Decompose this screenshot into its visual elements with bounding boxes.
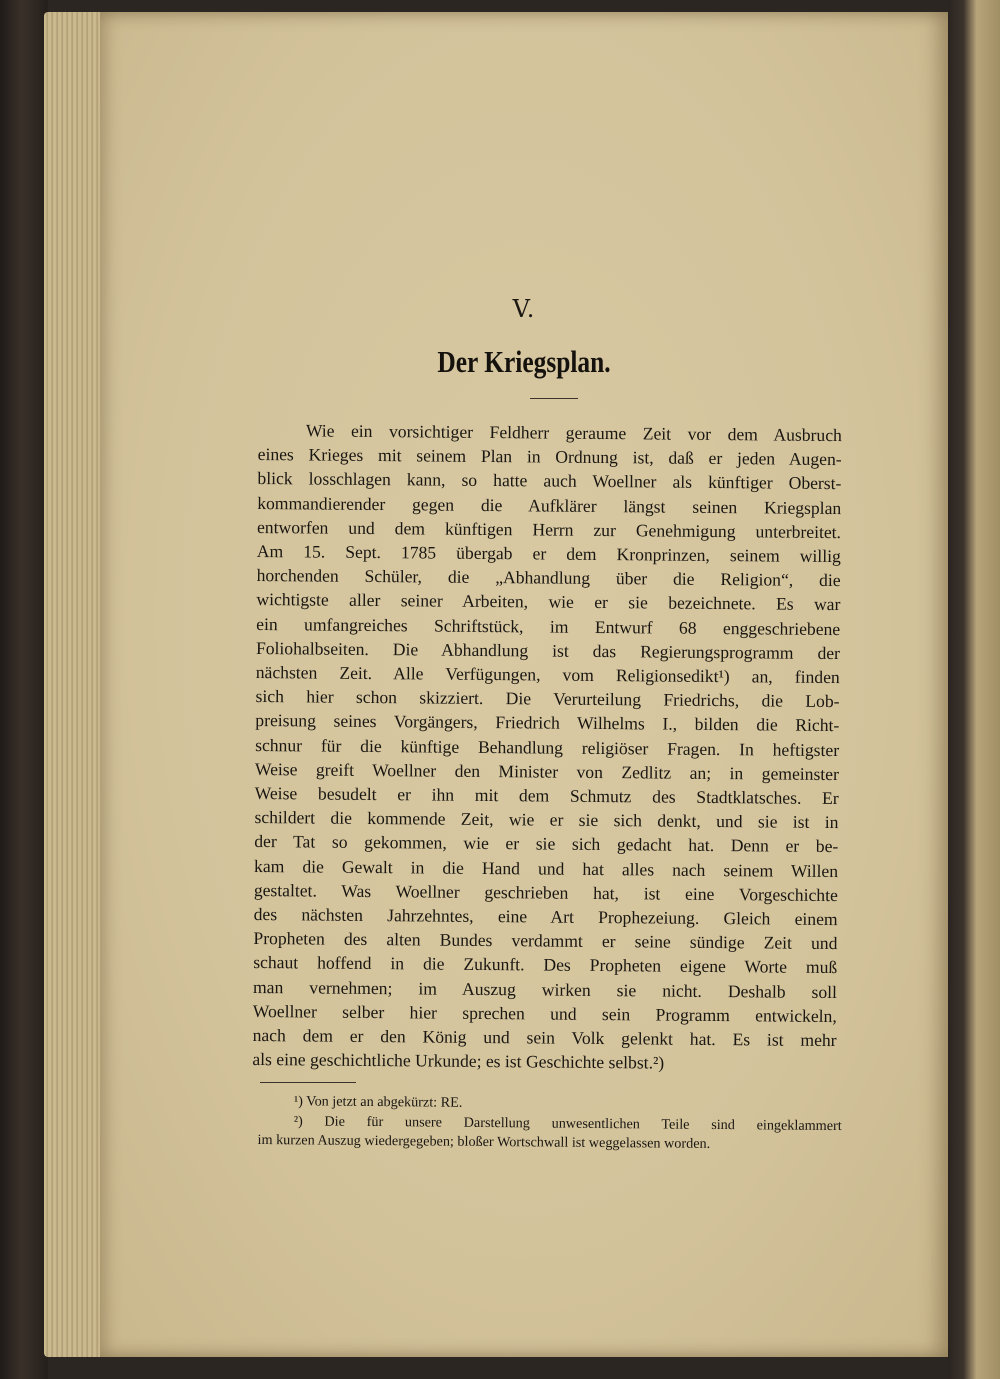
title-divider	[530, 398, 578, 399]
text-line: preisung seines Vorgängers, Friedrich Wilhelms I., bilden die Richt-	[255, 710, 840, 736]
body-text	[252, 418, 842, 1077]
text-line: Wie ein vorsichtiger Feldherr geraume Zeit vor dem Ausbruch	[305, 420, 842, 446]
text-line: schildert die kommende Zeit, wie er sie sich denkt, und sie ist in	[254, 807, 839, 833]
page-edges	[44, 12, 106, 1357]
text-line: Weise greift Woellner den Minister von Zedlitz an; in gemeinster	[254, 758, 840, 784]
text-line: nächsten Zeit. Alle Verfügungen, vom Religionsedikt¹) an, finden	[255, 662, 840, 688]
footnote-2-line-1: ²) Die für unsere Darstellung unwesentlichen Teile sind eingeklammert	[293, 1112, 842, 1134]
text-line: entworfen und dem künftigen Herrn zur Genehmigung unterbreitet.	[256, 516, 842, 542]
text-line: Am 15. Sept. 1785 übergab er dem Kronprinzen, seinem willig	[256, 541, 841, 567]
text-line: eines Krieges mit seinem Plan in Ordnung ist, daß er jeden Augen-	[257, 444, 842, 470]
text-line: Propheten des alten Bundes verdammt er seine sündige Zeit und	[253, 928, 838, 954]
chapter-number: V.	[512, 295, 536, 323]
text-line: schnur für die künftige Behandlung religiöser Fragen. In heftigster	[255, 734, 840, 760]
text-line: wichtigste aller seiner Arbeiten, wie er sie bezeichnete. Es war	[256, 589, 841, 615]
text-line: des nächsten Jahrzehntes, eine Art Prophezeiung. Gleich einem	[253, 904, 838, 930]
text-line: blick losschlagen kann, so hatte auch Woellner als künftiger Oberst-	[257, 468, 842, 494]
footnote-2-line-2: im kurzen Auszug wiedergegeben; bloßer Wortschwall ist weggelassen worden.	[257, 1131, 711, 1152]
text-line: nach dem er den König und sein Volk gelenkt hat. Es ist mehr	[252, 1025, 837, 1051]
text-line: Weise besudelt er ihn mit dem Schmutz des Stadtklatsches. Er	[254, 783, 839, 809]
chapter-title: Der Kriegsplan.	[437, 344, 611, 379]
text-line: kam die Gewalt in die Hand und hat alles nach seinem Willen	[254, 855, 839, 881]
footnote-divider	[260, 1082, 356, 1083]
text-line: der Tat so gekommen, wie er sie sich gedacht hat. Denn er be-	[254, 831, 839, 857]
book-cover-left	[0, 0, 48, 1379]
facing-page-strip	[948, 0, 1000, 1379]
text-line: Woellner selber hier sprechen und sein Programm entwickeln,	[252, 1000, 837, 1026]
book-page	[100, 12, 948, 1357]
footnotes	[257, 1092, 841, 1156]
text-line: ein umfangreiches Schriftstück, im Entwurf 68 enggeschriebene	[256, 613, 841, 639]
text-line: als eine geschichtliche Urkunde; es ist Geschichte selbst.²)	[252, 1049, 665, 1073]
text-line: kommandierender gegen die Aufklärer längst seinen Kriegsplan	[257, 492, 842, 518]
text-line: horchenden Schüler, die „Abhandlung über die Religion“, die	[256, 565, 841, 591]
text-line: man vernehmen; im Auszug wirken sie nicht. Deshalb soll	[252, 976, 838, 1002]
text-line: Foliohalbseiten. Die Abhandlung ist das Regierungsprogramm der	[255, 637, 841, 663]
text-line: schaut hoffend in die Zukunft. Des Propheten eigene Worte muß	[253, 952, 838, 978]
footnote-1: ¹) Von jetzt an abgekürzt: RE.	[293, 1093, 463, 1111]
text-line: sich hier schon skizziert. Die Verurteilung Friedrichs, die Lob-	[255, 686, 840, 712]
text-line: gestaltet. Was Woellner geschrieben hat, ist eine Vorgeschichte	[253, 879, 838, 905]
